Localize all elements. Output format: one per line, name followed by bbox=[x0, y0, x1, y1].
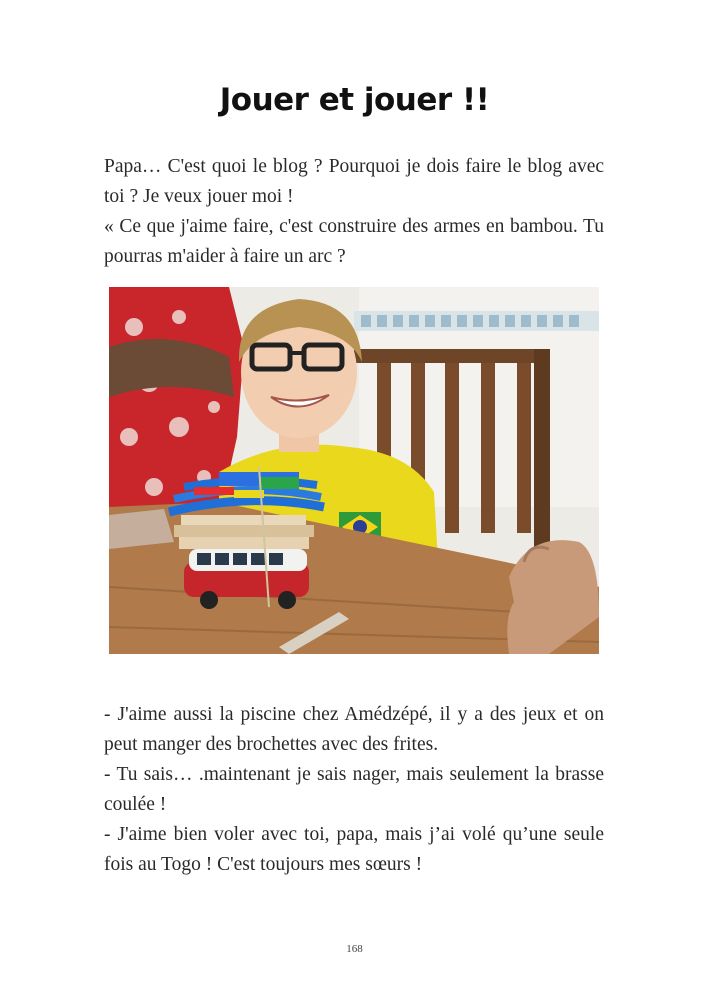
dialogue-line-3: - J'aime bien voler avec toi, papa, mais j’ai volé qu’une seule fois au Togo ! C'est toujours mes sœurs ! bbox=[104, 824, 604, 875]
intro-line-1: Papa… C'est quoi le blog ? Pourquoi je dois faire le blog avec toi ? Je veux jouer moi ! bbox=[104, 156, 604, 207]
intro-line-2: « Ce que j'aime faire, c'est construire des armes en bambou. Tu pourras m'aider à faire un arc ? bbox=[104, 216, 604, 267]
dialogue-line-2: - Tu sais… .maintenant je sais nager, mais seulement la brasse coulée ! bbox=[104, 764, 604, 815]
page-number: 168 bbox=[346, 943, 363, 955]
dialogue-text bbox=[104, 700, 604, 880]
page-title: Jouer et jouer !! bbox=[219, 82, 490, 118]
intro-text bbox=[104, 152, 604, 272]
photo-boy-with-toys bbox=[109, 287, 599, 654]
dialogue-line-1: - J'aime aussi la piscine chez Amédzépé, il y a des jeux et on peut manger des brochettes avec des frites. bbox=[104, 704, 604, 755]
